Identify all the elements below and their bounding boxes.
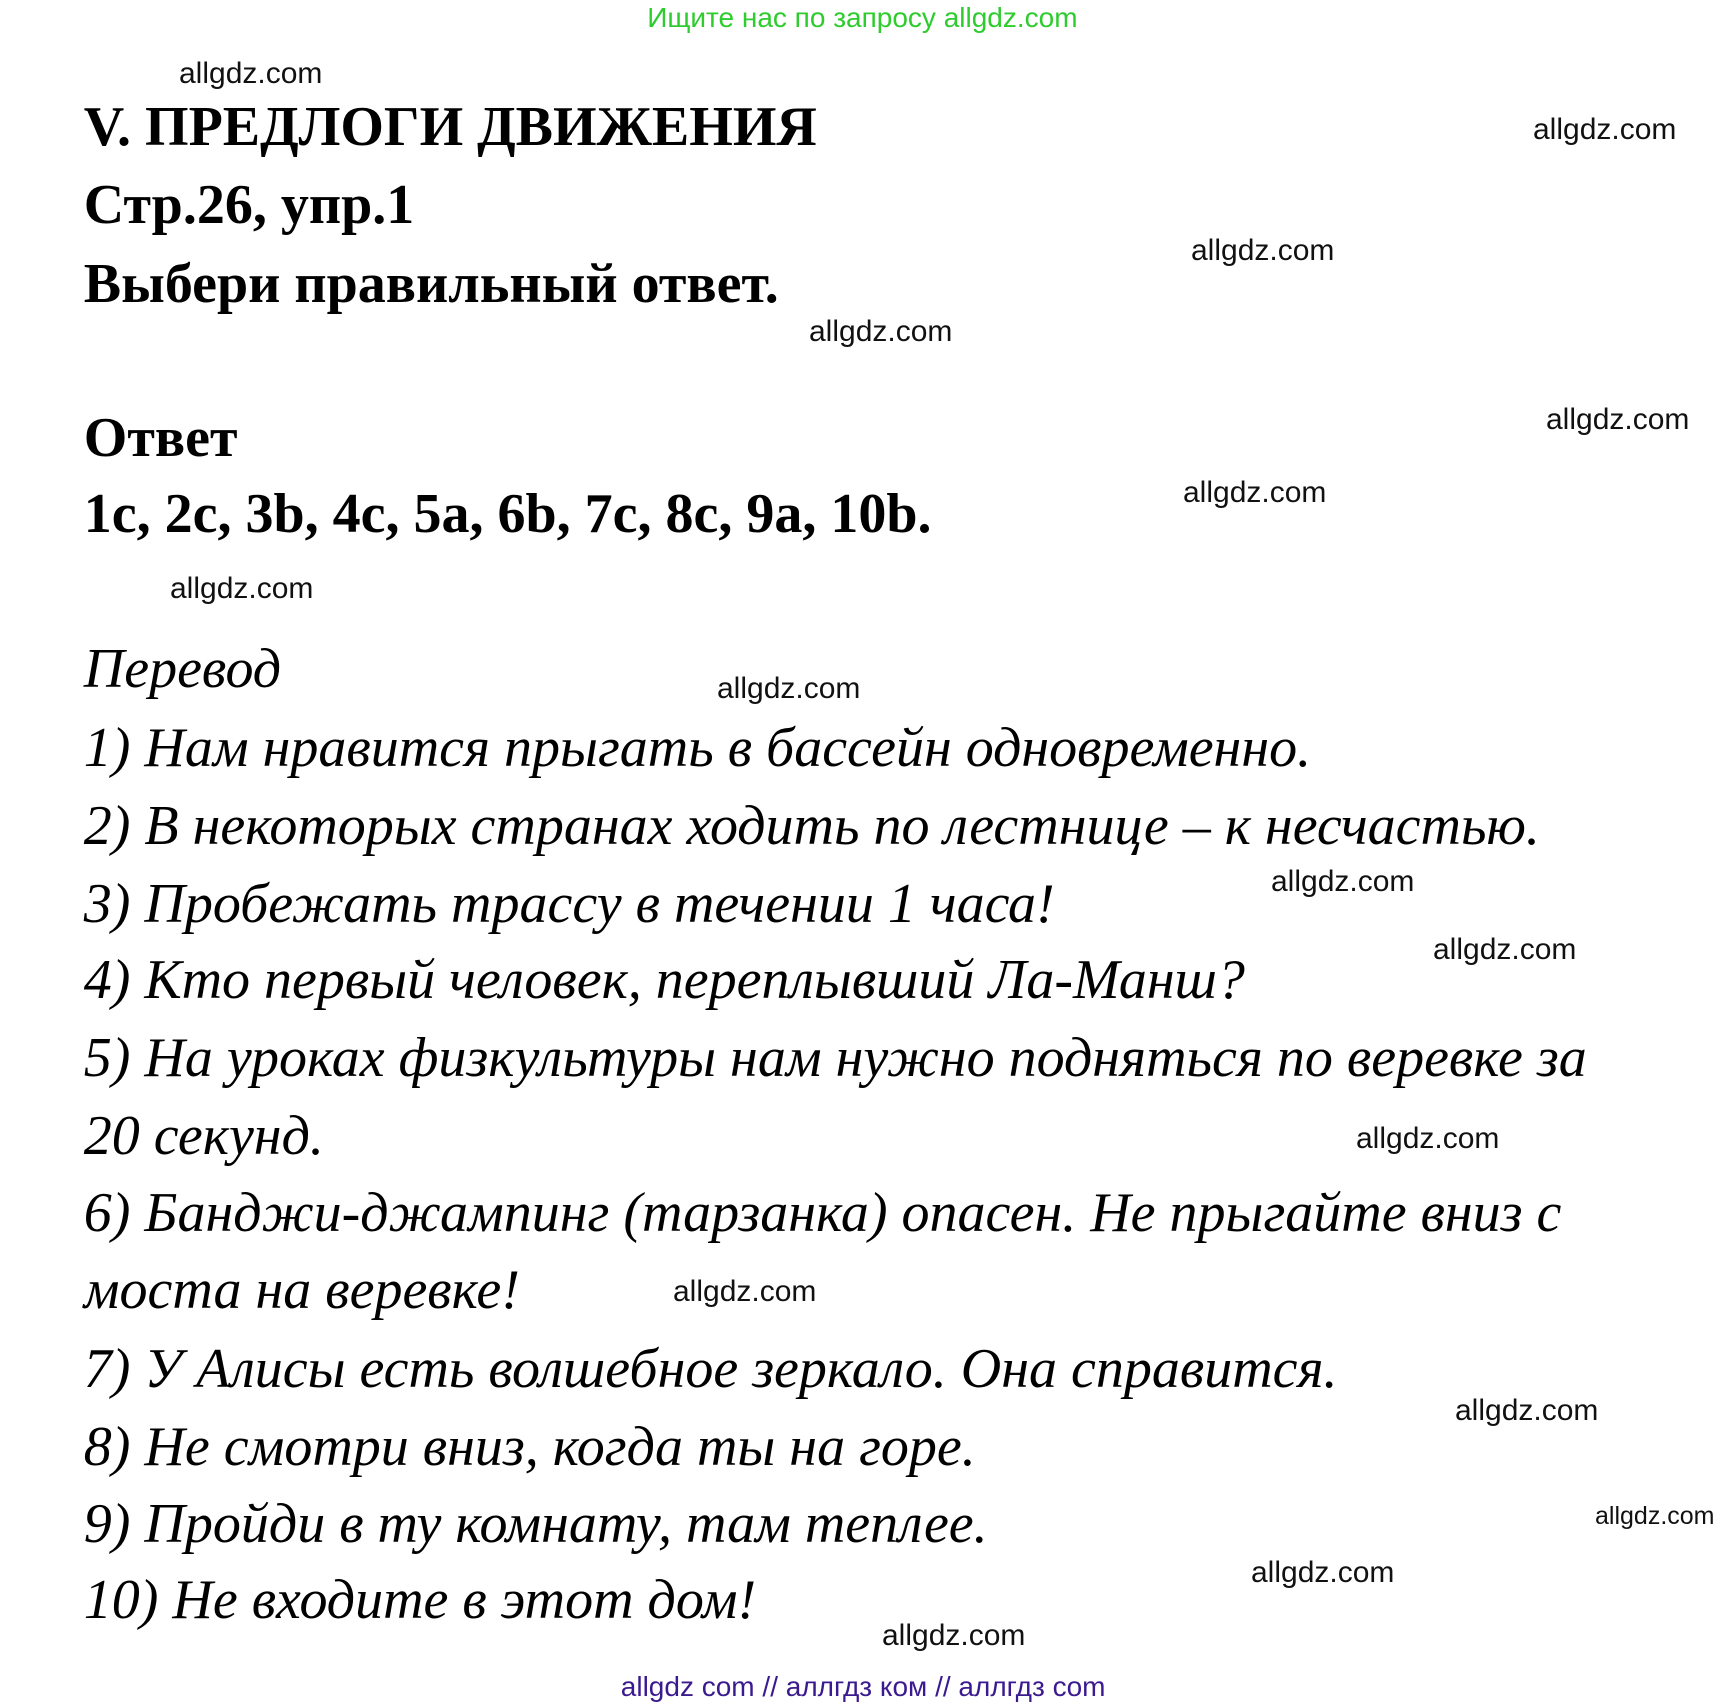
page-reference: Стр.26, упр.1 <box>83 174 415 237</box>
translation-line: 6) Банджи-джампинг (тарзанка) опасен. Не прыгайте вниз с <box>83 1181 1562 1244</box>
translation-line: 2) В некоторых странах ходить по лестнице – к несчастью. <box>83 794 1540 857</box>
translation-heading: Перевод <box>83 638 282 701</box>
answer-heading: Ответ <box>83 406 238 469</box>
top-banner: Ищите нас по запросу allgdz.com <box>647 1 1078 33</box>
section-title: V. ПРЕДЛОГИ ДВИЖЕНИЯ <box>83 95 817 158</box>
answers: 1c, 2c, 3b, 4c, 5a, 6b, 7c, 8c, 9a, 10b. <box>83 482 932 545</box>
translation-line: 20 секунд. <box>83 1104 324 1167</box>
watermark: allgdz.com <box>179 57 323 90</box>
translation-line: 10) Не входите в этот дом! <box>83 1568 757 1631</box>
watermark: allgdz.com <box>1183 476 1327 509</box>
watermark: allgdz.com <box>673 1275 817 1308</box>
watermark: allgdz.com <box>717 672 861 705</box>
watermark: allgdz.com <box>1251 1556 1395 1589</box>
translation-line: 1) Нам нравится прыгать в бассейн одновременно. <box>83 716 1312 779</box>
watermark: allgdz.com <box>170 572 314 605</box>
watermark: allgdz.com <box>1356 1122 1500 1155</box>
watermark: allgdz.com <box>1191 234 1335 267</box>
translation-line: 4) Кто первый человек, переплывший Ла-Манш? <box>83 949 1245 1012</box>
translation-line: 3) Пробежать трассу в течении 1 часа! <box>83 873 1055 936</box>
translation-line: 9) Пройди в ту комнату, там теплее. <box>83 1492 988 1555</box>
watermark: allgdz.com <box>1455 1394 1599 1427</box>
watermark: allgdz.com <box>1546 403 1690 436</box>
translation-line: 8) Не смотри вниз, когда ты на горе. <box>83 1415 976 1478</box>
watermark: allgdz.com <box>1595 1502 1715 1530</box>
watermark: allgdz.com <box>882 1619 1026 1652</box>
footer-links[interactable]: allgdz com // аллгдз ком // аллгдз com <box>620 1670 1106 1702</box>
watermark: allgdz.com <box>1533 113 1677 146</box>
watermark: allgdz.com <box>809 315 953 348</box>
watermark: allgdz.com <box>1433 933 1577 966</box>
translation-line: 7) У Алисы есть волшебное зеркало. Она справится. <box>83 1338 1338 1401</box>
translation-line: 5) На уроках физкультуры нам нужно подняться по веревке за <box>83 1027 1587 1090</box>
task-instruction: Выбери правильный ответ. <box>83 253 779 316</box>
watermark: allgdz.com <box>1271 865 1415 898</box>
translation-line: моста на веревке! <box>83 1259 520 1321</box>
